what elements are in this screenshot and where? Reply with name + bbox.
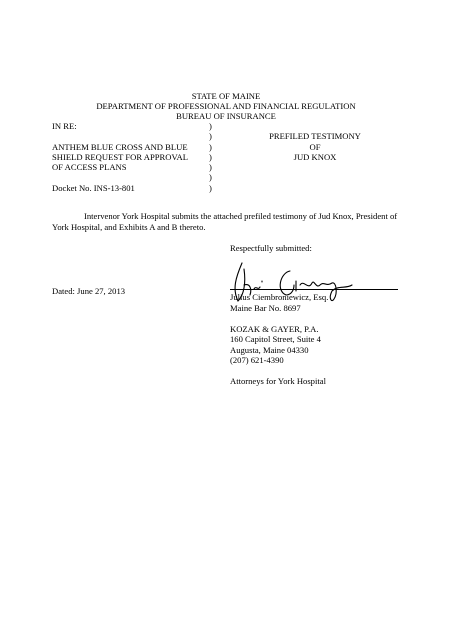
caption-matter-line-1: ANTHEM BLUE CROSS AND BLUE (52, 142, 188, 152)
caption-paren: ) (209, 152, 212, 162)
caption-paren: ) (209, 142, 212, 152)
attorney-bar-number: Maine Bar No. 8697 (230, 303, 301, 313)
caption-docket: Docket No. INS-13-801 (52, 183, 135, 193)
caption-matter-line-2: SHIELD REQUEST FOR APPROVAL (52, 152, 189, 162)
dated-line: Dated: June 27, 2013 (52, 286, 126, 296)
header-state: STATE OF MAINE (191, 91, 261, 101)
firm-street: 160 Capitol Street, Suite 4 (230, 334, 321, 344)
attorney-name: Julius Ciembroniewicz, Esq. (230, 292, 329, 302)
caption-title-line-3: JUD KNOX (293, 152, 337, 162)
firm-phone: (207) 621-4390 (230, 355, 284, 365)
caption-paren: ) (209, 183, 212, 193)
firm-city: Augusta, Maine 04330 (230, 345, 309, 355)
header-department: DEPARTMENT OF PROFESSIONAL AND FINANCIAL REGULATION (96, 101, 356, 111)
caption-matter-line-3: OF ACCESS PLANS (52, 162, 127, 172)
caption-title-line-1: PREFILED TESTIMONY (269, 131, 361, 141)
caption-paren: ) (209, 172, 212, 182)
attorneys-for: Attorneys for York Hospital (230, 376, 326, 386)
firm-name: KOZAK & GAYER, P.A. (230, 324, 319, 334)
respectfully-submitted: Respectfully submitted: (230, 243, 312, 253)
caption-paren: ) (209, 121, 212, 131)
caption-paren: ) (209, 162, 212, 172)
signature-line (230, 289, 398, 290)
caption-paren: ) (209, 131, 212, 141)
body-paragraph: Intervenor York Hospital submits the attached prefiled testimony of Jud Knox, President of York Hospital, and Exhibits A and B thereto. (52, 211, 398, 232)
caption-in-re: IN RE: (52, 121, 77, 131)
caption-title-line-2: OF (309, 142, 321, 152)
header-bureau: BUREAU OF INSURANCE (176, 111, 276, 121)
